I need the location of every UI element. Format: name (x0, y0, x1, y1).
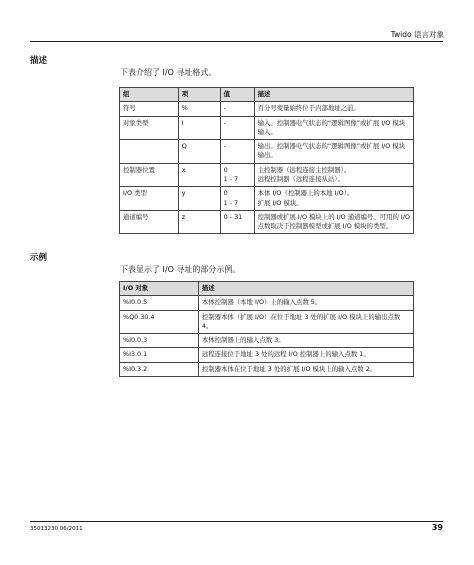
cell-group: 控制器位置 (120, 163, 179, 187)
table-header-row (120, 88, 414, 102)
table-row (120, 296, 414, 310)
cell-description: 本体 I/O（控制器上的本地 I/O）。 扩展 I/O 模块。 (254, 187, 413, 211)
cell-group: 通道编号 (120, 210, 179, 234)
table-row (120, 348, 414, 362)
cell-description: 控制器本体（扩展 I/O）在位于地址 3 处的扩展 I/O 模块上的输出点数 4。 (198, 310, 413, 334)
table-row (120, 140, 414, 164)
cell-io-object: %Q0.30.4 (120, 310, 199, 334)
page-header-title: Twido 语言对象 (390, 30, 444, 39)
cell-item: y (178, 187, 220, 211)
cell-value: - (220, 102, 254, 116)
cell-value: - (220, 140, 254, 164)
cell-description: 控制器本体在位于地址 3 处的扩展 I/O 模块上的输入点数 2。 (198, 362, 413, 376)
cell-item: Q (178, 140, 220, 164)
description-heading: 描述 (30, 56, 48, 66)
table-row (120, 187, 414, 211)
cell-group: 对象类型 (120, 116, 179, 140)
cell-description: 本体控制器上的输入点数 3。 (198, 334, 413, 348)
cell-io-object: %I0.0.3 (120, 334, 199, 348)
table-row (120, 334, 414, 348)
cell-description: 远程连接位于地址 3 处的远程 I/O 控制器上的输入点数 1。 (198, 348, 413, 362)
cell-description: 主控制器（远程连接主控制器）。 远程控制器（远程连接从站）。 (254, 163, 413, 187)
cell-value: 0 - 31 (220, 210, 254, 234)
cell-io-object: %I0.3.2 (120, 362, 199, 376)
addressing-format-table (119, 87, 414, 234)
cell-description: 控制器或扩展 I/O 模块上的 I/O 通道编号。可用的 I/O 点数取决于控制器模型或扩展 I/O 模块的类型。 (254, 210, 413, 234)
cell-value: - (220, 116, 254, 140)
cell-group: 符号 (120, 102, 179, 116)
column-header-io-object: I/O 对象 (120, 282, 199, 296)
cell-item: I (178, 116, 220, 140)
table-header-row (120, 282, 414, 296)
column-header-item: 项 (178, 88, 220, 102)
table-row (120, 310, 414, 334)
footer-rule (30, 521, 443, 522)
header-rule (30, 41, 443, 42)
cell-description: 输入。控制器电气状态的“逻辑图像”或扩展 I/O 模块输入。 (254, 116, 413, 140)
cell-value: 0 1 - 7 (220, 187, 254, 211)
footer-doc-id: 35013230 06/2011 (30, 526, 83, 532)
cell-value: 0 1 - 7 (220, 163, 254, 187)
cell-item: % (178, 102, 220, 116)
column-header-group: 组 (120, 88, 179, 102)
cell-description: 本体控制器（本地 I/O）上的输入点数 5。 (198, 296, 413, 310)
column-header-value: 值 (220, 88, 254, 102)
page-number: 39 (431, 523, 443, 532)
addressing-examples-table (119, 281, 414, 377)
table-row (120, 116, 414, 140)
table-row (120, 210, 414, 234)
description-intro: 下表介绍了 I/O 寻址格式。 (120, 68, 217, 77)
column-header-description: 描述 (198, 282, 413, 296)
cell-group (120, 140, 179, 164)
table-row (120, 362, 414, 376)
cell-item: x (178, 163, 220, 187)
cell-description: 输出。控制器电气状态的“逻辑图像”或扩展 I/O 模块输出。 (254, 140, 413, 164)
column-header-description: 描述 (254, 88, 413, 102)
cell-io-object: %I3.0.1 (120, 348, 199, 362)
cell-group: I/O 类型 (120, 187, 179, 211)
example-intro: 下表显示了 I/O 寻址的部分示例。 (120, 265, 241, 274)
cell-item: z (178, 210, 220, 234)
table-row (120, 102, 414, 116)
cell-description: 百分号变量始终位于内部地址之前。 (254, 102, 413, 116)
table-row (120, 163, 414, 187)
example-heading: 示例 (30, 253, 48, 263)
cell-io-object: %I0.0.5 (120, 296, 199, 310)
